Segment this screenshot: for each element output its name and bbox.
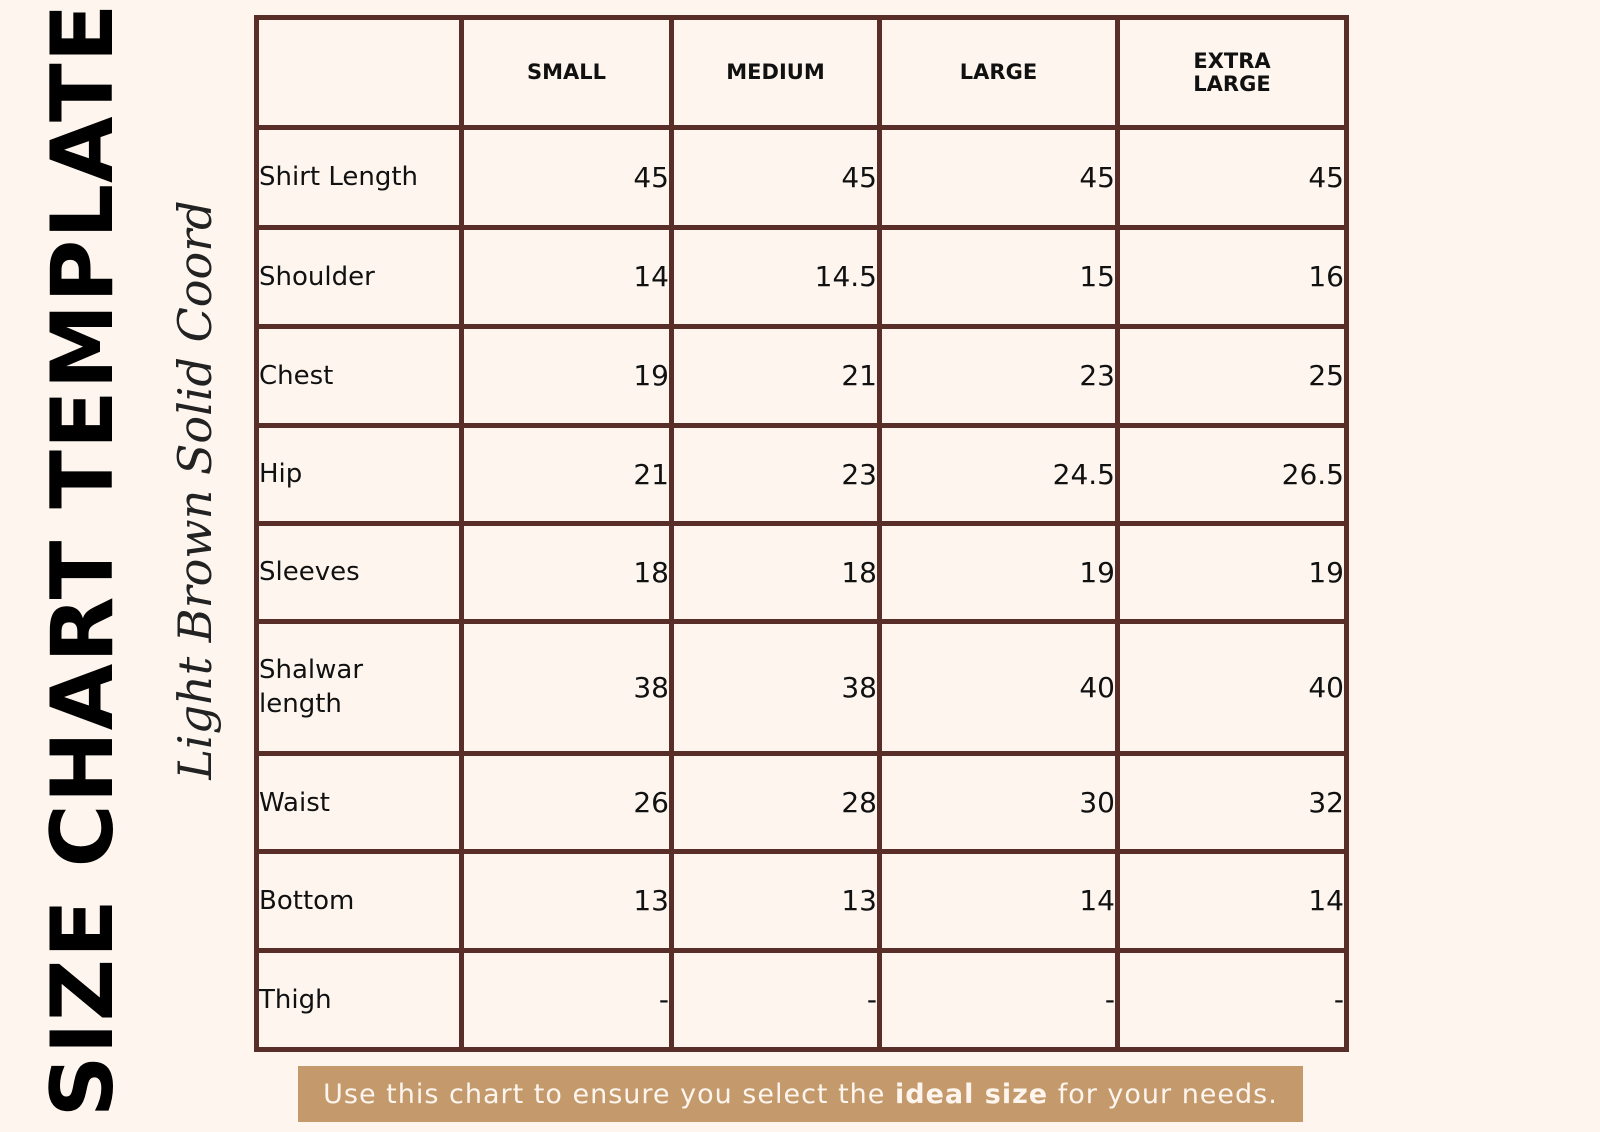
row-label: Waist: [257, 754, 462, 852]
table-row: [257, 326, 1347, 425]
footer-text-emphasis: ideal size: [894, 1078, 1049, 1110]
cell-value: 26: [462, 754, 672, 852]
footer-banner: [298, 1066, 1303, 1122]
row-label: Shirt Length: [257, 128, 462, 228]
page-title: SIZE CHART TEMPLATE: [33, 2, 133, 1118]
table-header-row: [257, 18, 1347, 128]
cell-value: 40: [880, 621, 1118, 753]
row-label-text: Shalwar length: [259, 655, 364, 720]
row-label: Shoulder: [257, 227, 462, 326]
row-label: Thigh: [257, 950, 462, 1049]
row-label: [257, 621, 462, 753]
cell-value: 19: [462, 326, 672, 425]
cell-value: 23: [880, 326, 1118, 425]
row-label: Hip: [257, 425, 462, 523]
size-chart-table: [254, 15, 1349, 1052]
table-row: [257, 621, 1347, 753]
cell-value: 38: [672, 621, 880, 753]
cell-value: -: [462, 950, 672, 1049]
table-row: [257, 950, 1347, 1049]
column-header-large: LARGE: [880, 18, 1118, 128]
cell-value: 16: [1118, 227, 1347, 326]
cell-value: 28: [672, 754, 880, 852]
cell-value: 14: [880, 852, 1118, 951]
cell-value: 45: [672, 128, 880, 228]
cell-value: 23: [672, 425, 880, 523]
product-subtitle: Light Brown Solid Coord: [168, 200, 222, 780]
cell-value: 25: [1118, 326, 1347, 425]
cell-value: 45: [880, 128, 1118, 228]
cell-value: -: [880, 950, 1118, 1049]
table-row: [257, 227, 1347, 326]
cell-value: 24.5: [880, 425, 1118, 523]
cell-value: 18: [672, 523, 880, 621]
row-label: Chest: [257, 326, 462, 425]
cell-value: 26.5: [1118, 425, 1347, 523]
cell-value: 21: [462, 425, 672, 523]
cell-value: 32: [1118, 754, 1347, 852]
row-label: Bottom: [257, 852, 462, 951]
cell-value: 13: [462, 852, 672, 951]
cell-value: 14.5: [672, 227, 880, 326]
column-header-extra-large: [1118, 18, 1347, 128]
cell-value: 14: [1118, 852, 1347, 951]
cell-value: 40: [1118, 621, 1347, 753]
table-row: [257, 425, 1347, 523]
header-corner-cell: [257, 18, 462, 128]
cell-value: 45: [1118, 128, 1347, 228]
cell-value: 30: [880, 754, 1118, 852]
table-row: [257, 128, 1347, 228]
column-header-small: SMALL: [462, 18, 672, 128]
cell-value: -: [1118, 950, 1347, 1049]
footer-text-suffix: for your needs.: [1048, 1078, 1278, 1110]
cell-value: 45: [462, 128, 672, 228]
column-header-medium: MEDIUM: [672, 18, 880, 128]
cell-value: 18: [462, 523, 672, 621]
row-label: Sleeves: [257, 523, 462, 621]
footer-text-prefix: Use this chart to ensure you select the: [323, 1078, 895, 1110]
cell-value: 15: [880, 227, 1118, 326]
table-row: [257, 852, 1347, 951]
cell-value: 19: [1118, 523, 1347, 621]
cell-value: 21: [672, 326, 880, 425]
cell-value: 19: [880, 523, 1118, 621]
cell-value: 14: [462, 227, 672, 326]
table-row: [257, 523, 1347, 621]
cell-value: 13: [672, 852, 880, 951]
cell-value: 38: [462, 621, 672, 753]
cell-value: -: [672, 950, 880, 1049]
table-row: [257, 754, 1347, 852]
column-header-extra-large-text: EXTRA LARGE: [1193, 48, 1271, 96]
